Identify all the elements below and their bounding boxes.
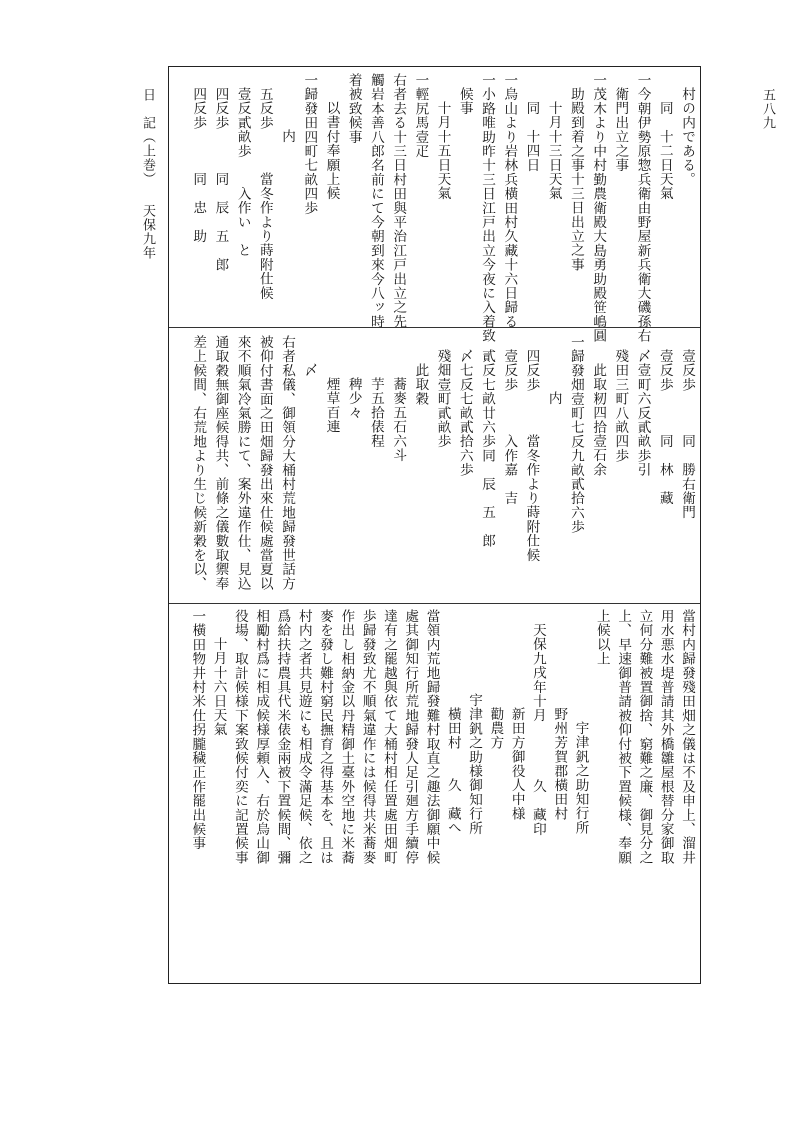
- text-column: 一歸發田四町七畝四歩: [301, 73, 318, 215]
- text-column: 四反歩 同 辰 五 郎: [212, 87, 229, 272]
- text-column: 用水悪水堤普請其外橋雛屋根替分家御取: [657, 609, 674, 865]
- text-column: 衛門出立之事: [612, 87, 629, 173]
- text-column: 觸岩本善八郎名前にて今朝到來今八ッ時: [367, 73, 384, 329]
- text-column: 通取穀無御座候得共、前條之儀數取禦奉: [212, 335, 229, 591]
- text-column: 壹反歩 入作嘉 吉: [501, 349, 518, 506]
- text-column: 此取穀: [412, 363, 429, 406]
- text-column: 殘田三町八畝四歩: [612, 349, 629, 463]
- text-column: 麥を發し難村窮民撫育之得基本を、且は: [317, 609, 334, 865]
- text-column: 村の内である。: [679, 87, 695, 187]
- text-column: 役場、取計候様下案致候付奕に記置候事: [231, 609, 248, 865]
- text-column: 同 十四日: [523, 101, 540, 172]
- text-column: 一茂木より中村勤農衛殿大島勇助殿笹嶋圓: [590, 73, 607, 343]
- text-column: 當村内歸發殘田畑之儀は不及申上、溜井: [679, 609, 695, 865]
- text-column: 以書付奉願上候: [323, 101, 340, 201]
- text-column: 爲給扶持農具代米俵金兩被下置候間、彌: [274, 609, 291, 865]
- text-column: 壹反歩 同 勝右衛門: [679, 349, 695, 520]
- text-column: 此取籾四拾壹石余: [590, 363, 607, 477]
- text-column: 同 十二日天氣: [656, 101, 673, 201]
- text-column: 一烏山より岩林兵橫田村久藏十六日歸る: [501, 73, 518, 329]
- text-column: 内: [279, 129, 296, 144]
- text-column: 來不順氣冷氣勝にて、案外違作仕、見込: [234, 335, 251, 591]
- text-column: 壹反貳畝歩 入作い と: [234, 87, 251, 258]
- text-column: 十月十五日天氣: [434, 101, 451, 201]
- text-column: 達有之罷越與依て大桶村相任置處田畑町: [380, 609, 397, 865]
- text-column: 歩歸發致尤不順氣違作には候得共米蕎麥: [359, 609, 376, 865]
- top-section: [175, 73, 695, 343]
- text-column: 一今朝伊勢原惣兵衛由野屋新兵衛大磯孫右: [634, 73, 651, 343]
- text-column: 右者私儀、御領分大桶村荒地歸發世話方: [279, 335, 296, 591]
- text-column: 村内之者共見遊にも相成令滿足候、依之: [295, 609, 312, 865]
- text-column: 上候以上: [593, 609, 610, 666]
- text-column: 新田方御役人中様: [508, 707, 525, 821]
- text-column: 一小路唯助昨十三日江戸出立今夜に入着致: [479, 73, 496, 343]
- text-column: 天保九戌年十月 久 藏印: [529, 623, 546, 836]
- text-column: 十月十三日天氣: [545, 101, 562, 201]
- text-column: 被仰付書面之田畑歸發出來仕候處當夏以: [256, 335, 273, 591]
- text-column: 勸農方: [487, 707, 504, 750]
- text-column: 五反歩 當冬作より蒔附仕候: [256, 87, 273, 300]
- text-column: 作出し相納金以丹精御土臺外空地に米蕎: [338, 609, 355, 865]
- bottom-section: [175, 609, 694, 969]
- text-column: 一橫田物井村米仕拐朧穢正作罷出候事: [189, 609, 206, 851]
- text-column: 處其御知行所荒地歸發人足引廻方手續停: [402, 609, 419, 865]
- middle-section: [175, 335, 694, 599]
- text-column: 橫田村 久 藏へ: [444, 707, 461, 835]
- text-column: 四反歩 同 忠 助: [190, 87, 207, 244]
- text-column: 〆: [301, 363, 318, 378]
- text-frame: [168, 66, 701, 984]
- text-column: 當領内荒地歸發難村取直之趣法御願中候: [423, 609, 440, 865]
- text-column: 宇津釩之助様御知行所: [466, 693, 483, 835]
- text-column: 蕎麥五石六斗: [390, 377, 407, 463]
- text-column: 貳反七畝廿六歩同 辰 五 郎: [479, 349, 496, 548]
- text-column: 芋五拾俵程: [367, 377, 384, 448]
- text-column: 相勵村爲に相成候様厚頼入、右於烏山御: [253, 609, 270, 865]
- text-column: 稗少々: [345, 377, 362, 420]
- text-column: 殘畑壹町貳畝歩: [434, 349, 451, 449]
- section-divider: [169, 327, 700, 328]
- book-title: 日 記（上巻）: [140, 88, 155, 186]
- text-column: 一輕尻馬壹疋: [412, 73, 429, 159]
- text-column: 立何分難被置御捨、窮難之廉、御見分之: [636, 609, 653, 865]
- text-column: 候事: [456, 87, 473, 116]
- text-column: 十月十六日天氣: [210, 637, 227, 737]
- text-column: 右者去る十三日村田與平治江戸出立之先: [390, 73, 407, 329]
- text-column: 助殿到着之事十三日出立之事: [567, 87, 584, 272]
- text-column: 着被致候事: [345, 73, 362, 144]
- page-number: 五八九: [760, 88, 775, 130]
- text-column: 四反歩 當冬作より蒔附仕候: [523, 349, 540, 562]
- text-column: 宇津釩之助知行所: [572, 721, 589, 835]
- text-column: 一歸發畑壹町七反九畝貳拾六歩: [567, 335, 584, 534]
- text-column: 差上候間、右荒地より生じ候新穀を以、: [190, 335, 207, 591]
- text-column: 〆壹町六反貳畝歩引: [634, 349, 651, 477]
- text-column: 内: [545, 391, 562, 406]
- era-label: 天保九年: [140, 204, 155, 260]
- section-divider: [169, 603, 700, 604]
- text-column: 〆七反七畝貳拾六歩: [456, 349, 473, 477]
- text-column: 煙草百連: [323, 377, 340, 434]
- text-column: 壹反歩 同 林 藏: [656, 349, 673, 506]
- text-column: 野州芳賀郡橫田村: [551, 707, 568, 821]
- text-column: 上、早速御普請被仰付被下置候様、奉願: [615, 609, 632, 865]
